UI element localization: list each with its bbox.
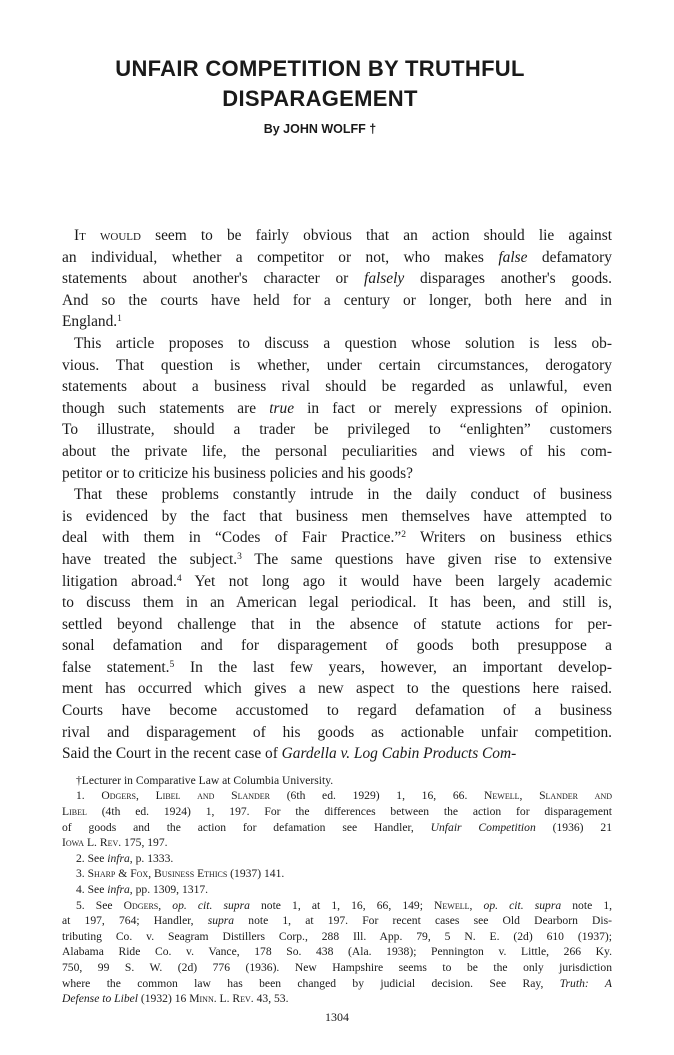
text-segment: supra xyxy=(207,914,235,928)
text-segment: settled beyond challenge that in the absence of statute actions for per- xyxy=(62,615,612,633)
text-segment: This article proposes to discuss a question whose solution is less ob- xyxy=(74,334,612,352)
footnote-line xyxy=(62,976,612,992)
text-segment: Unfair Competition xyxy=(430,820,536,834)
text-segment: 750, 99 S. W. (2d) 776 (1936). New Hampshire seems to be the only jurisdiction xyxy=(62,960,612,974)
text-segment: Writers on business ethics xyxy=(405,529,612,547)
page-number: 1304 xyxy=(325,1009,349,1024)
text-segment: , pp. 1309, 1317. xyxy=(129,883,209,896)
text-segment: disparages another's goods. xyxy=(404,270,612,288)
text-segment: infra xyxy=(107,883,130,896)
body-line xyxy=(62,225,612,247)
text-segment: Yet not long ago it would have been largely academic xyxy=(181,572,612,590)
text-segment: defamatory xyxy=(527,248,612,266)
body-line xyxy=(62,614,612,636)
text-segment: have treated the subject. xyxy=(62,550,238,568)
body-line xyxy=(62,506,612,528)
text-segment: an individual, whether a competitor or not, who makes xyxy=(62,248,499,266)
text-segment: That these problems constantly intrude in the daily conduct of business xyxy=(74,486,612,504)
text-segment: Odgers xyxy=(123,898,159,912)
text-segment: To illustrate, should a trader be privileged to “enlighten” customers xyxy=(62,421,612,439)
text-segment: (1937) 141. xyxy=(227,867,285,881)
text-segment: to discuss them in an American legal periodical. It has been, and still is, xyxy=(62,594,612,612)
footnote-reference: 1 xyxy=(117,313,122,325)
text-segment: In the last few years, however, an important develop- xyxy=(174,658,612,676)
text-column xyxy=(62,0,612,1055)
body-line xyxy=(62,376,612,398)
text-segment: (1936) 21 xyxy=(535,820,613,834)
footnotes xyxy=(62,773,612,1007)
text-segment: And so the courts have held for a century or longer, both here and in xyxy=(62,291,612,309)
article-title-line-2: DISPARAGEMENT xyxy=(222,86,418,111)
footnote-line xyxy=(62,898,612,914)
text-segment: Sharp & Fox, Business Ethics xyxy=(87,867,228,881)
footnote-line xyxy=(62,913,612,929)
text-segment: infra xyxy=(107,851,130,865)
author-byline: By JOHN WOLFF † xyxy=(263,122,377,136)
text-segment: , xyxy=(158,898,173,912)
footnote-line xyxy=(62,944,612,960)
body-line xyxy=(62,722,612,744)
body-line xyxy=(62,700,612,722)
text-segment: is evidenced by the fact that business men themselves have attempted to xyxy=(62,507,612,525)
text-segment: Truth: A xyxy=(559,976,612,990)
text-segment: It would xyxy=(74,227,141,244)
text-segment: op. cit. supra xyxy=(172,898,250,912)
text-segment: (1932) 16 xyxy=(138,992,190,1006)
text-segment: ment has occurred which gives a new aspect to the questions here raised. xyxy=(62,680,612,698)
text-segment: The same questions have given rise to extensive xyxy=(241,550,612,568)
text-segment: sonal defamation and for disparagement of goods both presuppose a xyxy=(62,637,612,655)
text-segment: true xyxy=(269,399,295,417)
footnote-line xyxy=(62,820,612,836)
text-segment: 3. xyxy=(76,867,88,881)
text-segment: about the private life, the personal peculiarities and views of his com- xyxy=(62,442,612,460)
text-segment: statements about another's character or xyxy=(62,270,365,288)
body-line xyxy=(62,441,612,463)
text-segment: Minn. L. Rev. xyxy=(189,992,254,1006)
text-segment: false statement. xyxy=(62,658,170,676)
text-segment: where the common law has been changed by judicial decision. See Ray, xyxy=(62,976,560,990)
text-segment: 5. See xyxy=(76,898,124,912)
text-segment: in fact or merely expressions of opinion. xyxy=(294,399,613,417)
text-segment: , xyxy=(469,898,484,912)
body-line xyxy=(62,678,612,700)
footnote-line xyxy=(62,929,612,945)
body-line xyxy=(62,355,612,377)
text-segment: note 1, xyxy=(561,898,613,912)
text-segment: seem to be fairly obvious that an action should lie against xyxy=(140,227,612,244)
text-segment: false xyxy=(498,248,528,266)
text-segment: Alabama Ride Co. v. Vance, 178 So. 438 (Ala. 1938); Pennington v. Little, 266 Ky. xyxy=(62,945,612,959)
text-segment: Said the Court in the recent case of xyxy=(62,745,282,763)
footnote-line xyxy=(62,991,612,1007)
body-line xyxy=(62,419,612,441)
text-segment: (6th ed. 1929) 1, 16, 66. xyxy=(270,789,485,803)
body-line xyxy=(62,592,612,614)
footnote-reference: 4 xyxy=(176,572,182,584)
footnote-reference: 2 xyxy=(401,529,406,541)
text-segment: Iowa L. Rev. xyxy=(62,836,122,850)
text-segment: of goods and the action for defamation see Handler, xyxy=(62,820,431,834)
body-line xyxy=(62,527,612,549)
text-segment: deal with them in “Codes of Fair Practice.” xyxy=(62,529,402,547)
text-segment: though such statements are xyxy=(62,399,270,417)
footnote-line xyxy=(62,773,612,789)
text-segment: note 1, at 1, 16, 66, 149; xyxy=(249,898,435,912)
body-line xyxy=(62,333,612,355)
text-segment: Newell, Slander and xyxy=(484,789,613,803)
text-segment: Defense to Libel xyxy=(62,992,138,1006)
text-segment: tributing Co. v. Seagram Distillers Corp., 288 Ill. App. 79, 5 N. E. (2d) 610 (1937); xyxy=(62,929,612,943)
text-segment: 43, 53. xyxy=(253,992,289,1006)
body-line xyxy=(62,290,612,312)
footnote-line xyxy=(62,882,612,898)
body-line xyxy=(62,549,612,571)
article-title-line-1: UNFAIR COMPETITION BY TRUTHFUL xyxy=(115,56,525,81)
text-segment: rival and disparagement of his goods as actionable unfair competition. xyxy=(62,723,612,741)
text-segment: falsely xyxy=(364,270,405,288)
body-line xyxy=(62,311,612,333)
text-segment: Libel xyxy=(62,805,87,819)
body-line xyxy=(62,635,612,657)
footnote-reference: 3 xyxy=(237,550,242,562)
body-line xyxy=(62,571,612,593)
text-segment: statements about a business rival should be regarded as unlawful, even xyxy=(62,378,612,396)
footnote-line xyxy=(62,788,612,804)
text-segment: 175, 197. xyxy=(121,836,168,850)
text-segment: Odgers, Libel and Slander xyxy=(101,789,271,803)
text-segment: †Lecturer in Comparative Law at Columbia University. xyxy=(76,773,334,787)
text-segment: 1. xyxy=(76,789,102,803)
text-segment: (4th ed. 1924) 1, 197. For the differences between the action for disparagement xyxy=(86,805,612,819)
body-line xyxy=(62,463,612,485)
body-line xyxy=(62,398,612,420)
footnote-line xyxy=(62,960,612,976)
footnote-line xyxy=(62,866,612,882)
body-line xyxy=(62,657,612,679)
body-line xyxy=(62,268,612,290)
text-segment: at 197, 764; Handler, xyxy=(62,914,208,928)
text-segment: , p. 1333. xyxy=(129,851,174,865)
text-segment: note 1, at 197. For recent cases see Old Dearborn Dis- xyxy=(234,914,613,928)
text-segment: Newell xyxy=(434,898,470,912)
text-segment: 2. See xyxy=(76,851,108,865)
text-segment: England. xyxy=(62,313,118,331)
text-segment: petitor or to criticize his business policies and his goods? xyxy=(62,464,413,482)
text-segment: litigation abroad. xyxy=(62,572,177,590)
body-line xyxy=(62,247,612,269)
footnote-line xyxy=(62,804,612,820)
text-segment: Gardella v. Log Cabin Products Com- xyxy=(281,745,517,763)
footnote-line xyxy=(62,851,612,867)
text-segment: Courts have become accustomed to regard defamation of a business xyxy=(62,702,612,720)
text-segment: vious. That question is whether, under certain circumstances, derogatory xyxy=(62,356,612,374)
body-line xyxy=(62,743,612,765)
footnote-line xyxy=(62,835,612,851)
text-segment: 4. See xyxy=(76,883,108,896)
footnote-reference: 5 xyxy=(169,658,175,670)
text-segment: op. cit. supra xyxy=(483,898,562,912)
article-body xyxy=(62,225,612,765)
body-line xyxy=(62,484,612,506)
